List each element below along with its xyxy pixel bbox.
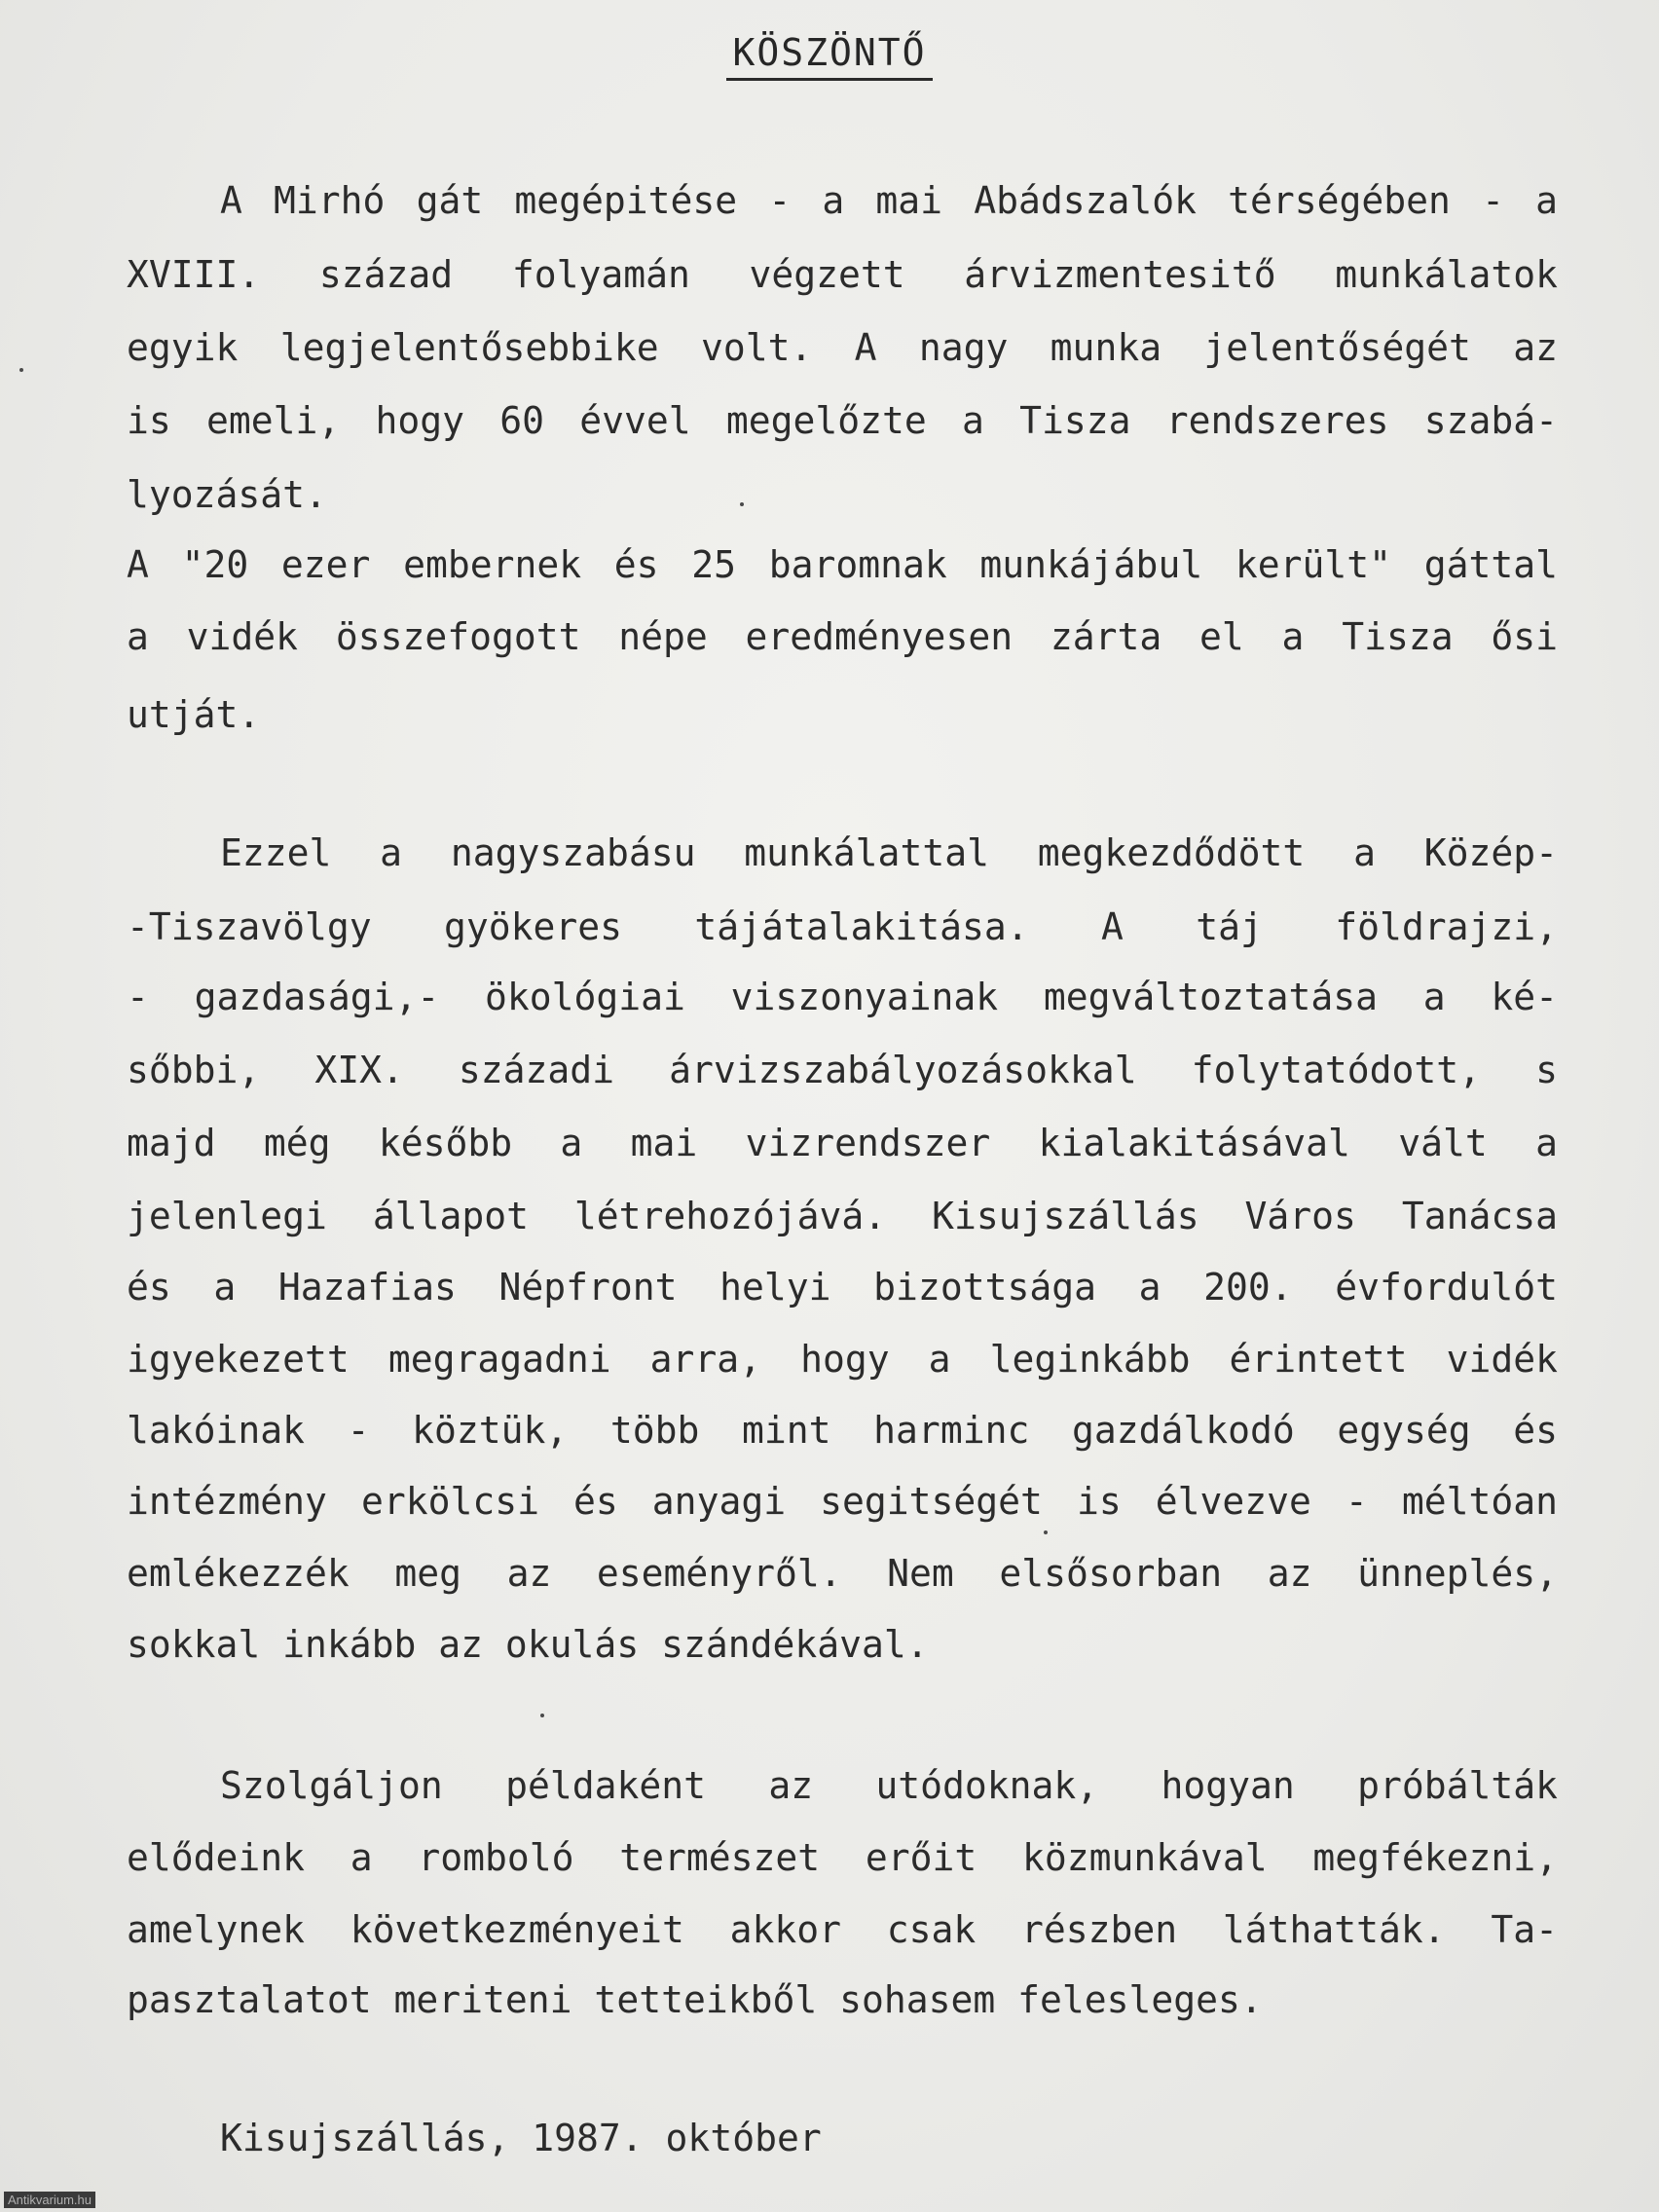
paper-speck bbox=[1044, 1530, 1048, 1534]
paragraph-2-line-3: - gazdasági,- ökológiai viszonyainak megváltoztatása a ké- bbox=[127, 976, 1558, 1018]
paragraph-1-line-6: A "20 ezer embernek és 25 baromnak munkájábul került" gáttal bbox=[127, 543, 1558, 586]
paragraph-2-line-10: intézmény erkölcsi és anyagi segitségét is élvezve - méltóan bbox=[127, 1480, 1558, 1523]
paragraph-1-line-3: egyik legjelentősebbike volt. A nagy munka jelentőségét az bbox=[127, 326, 1558, 369]
paragraph-2-line-5: majd még később a mai vizrendszer kialakitásával vált a bbox=[127, 1122, 1558, 1164]
paragraph-3-line-4: pasztalatot meriteni tetteikből sohasem felesleges. bbox=[127, 1978, 1263, 2021]
page-title bbox=[0, 31, 1659, 74]
paper-speck bbox=[19, 368, 23, 372]
paragraph-2-line-6: jelenlegi állapot létrehozójává. Kisujszállás Város Tanácsa bbox=[127, 1195, 1558, 1237]
paragraph-3-line-3: amelynek következményeit akkor csak részben láthatták. Ta- bbox=[127, 1908, 1558, 1951]
paragraph-2-line-11: emlékezzék meg az eseményről. Nem elsősorban az ünneplés, bbox=[127, 1552, 1558, 1595]
paper-speck bbox=[740, 502, 744, 506]
paragraph-1-line-8: utját. bbox=[127, 693, 261, 736]
paragraph-2-line-2: -Tiszavölgy gyökeres tájátalakitása. A táj földrajzi, bbox=[127, 905, 1558, 948]
paragraph-1-line-2: XVIII. század folyamán végzett árvizmentesitő munkálatok bbox=[127, 253, 1558, 296]
paragraph-2-line-9: lakóinak - köztük, több mint harminc gazdálkodó egység és bbox=[127, 1409, 1558, 1452]
paragraph-3-line-2: elődeink a romboló természet erőit közmunkával megfékezni, bbox=[127, 1836, 1558, 1879]
paragraph-1-line-7: a vidék összefogott népe eredményesen zárta el a Tisza ősi bbox=[127, 615, 1558, 658]
paragraph-1-line-1: A Mirhó gát megépitése - a mai Abádszalók térségében - a bbox=[220, 179, 1558, 222]
paragraph-2-line-12: sokkal inkább az okulás szándékával. bbox=[127, 1623, 929, 1666]
watermark: Antikvarium.hu bbox=[4, 2192, 95, 2208]
paragraph-1-line-5: lyozását. bbox=[127, 473, 327, 516]
paragraph-2-line-8: igyekezett megragadni arra, hogy a leginkább érintett vidék bbox=[127, 1338, 1558, 1381]
paragraph-3-line-1: Szolgáljon példaként az utódoknak, hogyan próbálták bbox=[220, 1764, 1558, 1807]
paper-speck bbox=[540, 1714, 544, 1717]
closing-place-date: Kisujszállás, 1987. október bbox=[220, 2117, 822, 2159]
paragraph-2-line-7: és a Hazafias Népfront helyi bizottsága a 200. évfordulót bbox=[127, 1266, 1558, 1309]
paragraph-2-line-4: sőbbi, XIX. századi árvizszabályozásokkal folytatódott, s bbox=[127, 1049, 1558, 1091]
title-text: KÖSZÖNTŐ bbox=[726, 31, 932, 81]
paragraph-1-line-4: is emeli, hogy 60 évvel megelőzte a Tisza rendszeres szabá- bbox=[127, 399, 1558, 442]
paragraph-2-line-1: Ezzel a nagyszabásu munkálattal megkezdődött a Közép- bbox=[220, 831, 1558, 874]
